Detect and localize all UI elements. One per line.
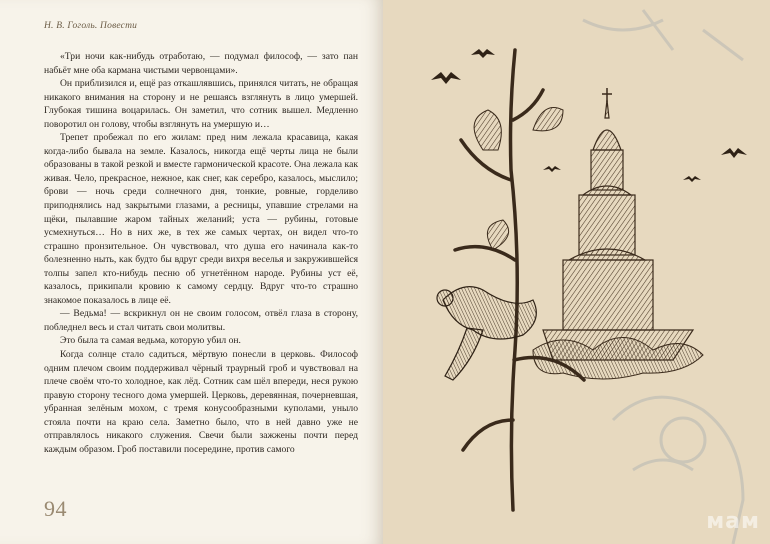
paragraph: «Три ночи как-нибудь отработаю, — подумал философ, — зато пан набьёт мне оба кармана чистыми червонцами». xyxy=(44,51,358,76)
paragraph: Трепет пробежал по его жилам: пред ним лежала красавица, какая когда-либо бывала на земле. Казалось, никогда ещё черты лица не были образованы в такой резкой и вместе гармонической красоте. Она лежала как живая. Чело, прекрасное, нежное, как снег, как серебро, казалось, мыслило; брови — ночь среди солнечного дня, тонкие, ровные, горделиво приподнялись над закрытыми глазами, а ресницы, упавшие стрелами на щёки, пылавшие жаром тайных желаний; уста — рубины, готовые усмехнуться… Но в них же, в тех же самых чертах, он видел что-то страшно пронзительное. Он чувствовал, что душа его начинала как-то болезненно ныть, как будто бы вдруг среди вихря веселья и закружившейся толпы запел кто-нибудь песню об угнетённом народе. Рубины уст её, казалось, прикипали кровию к самому сердцу. Вдруг что-то страшно знакомое показалось в лице её. xyxy=(44,132,358,306)
church xyxy=(543,88,693,360)
climbing-figure xyxy=(437,287,536,380)
tree-foliage xyxy=(474,108,563,251)
paragraph: Когда солнце стало садиться, мёртвую понесли в церковь. Философ одним плечом своим поддерживал чёрный траурный гроб и чувствовал на плече своём что-то холодное, как лёд. Сотник сам шёл впереди, неся рукою правую сторону тесного дома умершей. Церковь, деревянная, почерневшая, убранная зелёным мохом, с тремя конусообразными куполами, уныло стояла почти на краю села. Заметно было, что в ней давно уже не отправлялось никакого служения. Свечи были зажжены почти перед каждым образом. Гроб поставили посередине, против самого xyxy=(44,349,358,455)
page-number: 94 xyxy=(44,496,67,521)
church-and-tree-illustration xyxy=(383,0,770,544)
right-page-illustration xyxy=(383,0,770,544)
text-block xyxy=(44,50,358,456)
cloud-base xyxy=(533,338,703,380)
running-head: Н. В. Гоголь. Повести xyxy=(44,21,138,31)
paragraph: — Ведьма! — вскрикнул он не своим голосом, отвёл глаза в сторону, побледнел весь и стал читать свои молитвы. xyxy=(44,308,358,333)
paragraph: Он приблизился и, ещё раз откашлявшись, принялся читать, не обращая никакого внимания на сторону и не решаясь взглянуть в лицо умершей. Глубокая тишина воцарилась. Он заметил, что сотник вышел. Медленно поворотил он голову, чтобы взглянуть на умершую и… xyxy=(44,78,358,130)
paragraph: Это была та самая ведьма, которую убил он. xyxy=(60,335,241,347)
watermark-logo: мам xyxy=(706,509,760,534)
left-page xyxy=(0,0,383,544)
